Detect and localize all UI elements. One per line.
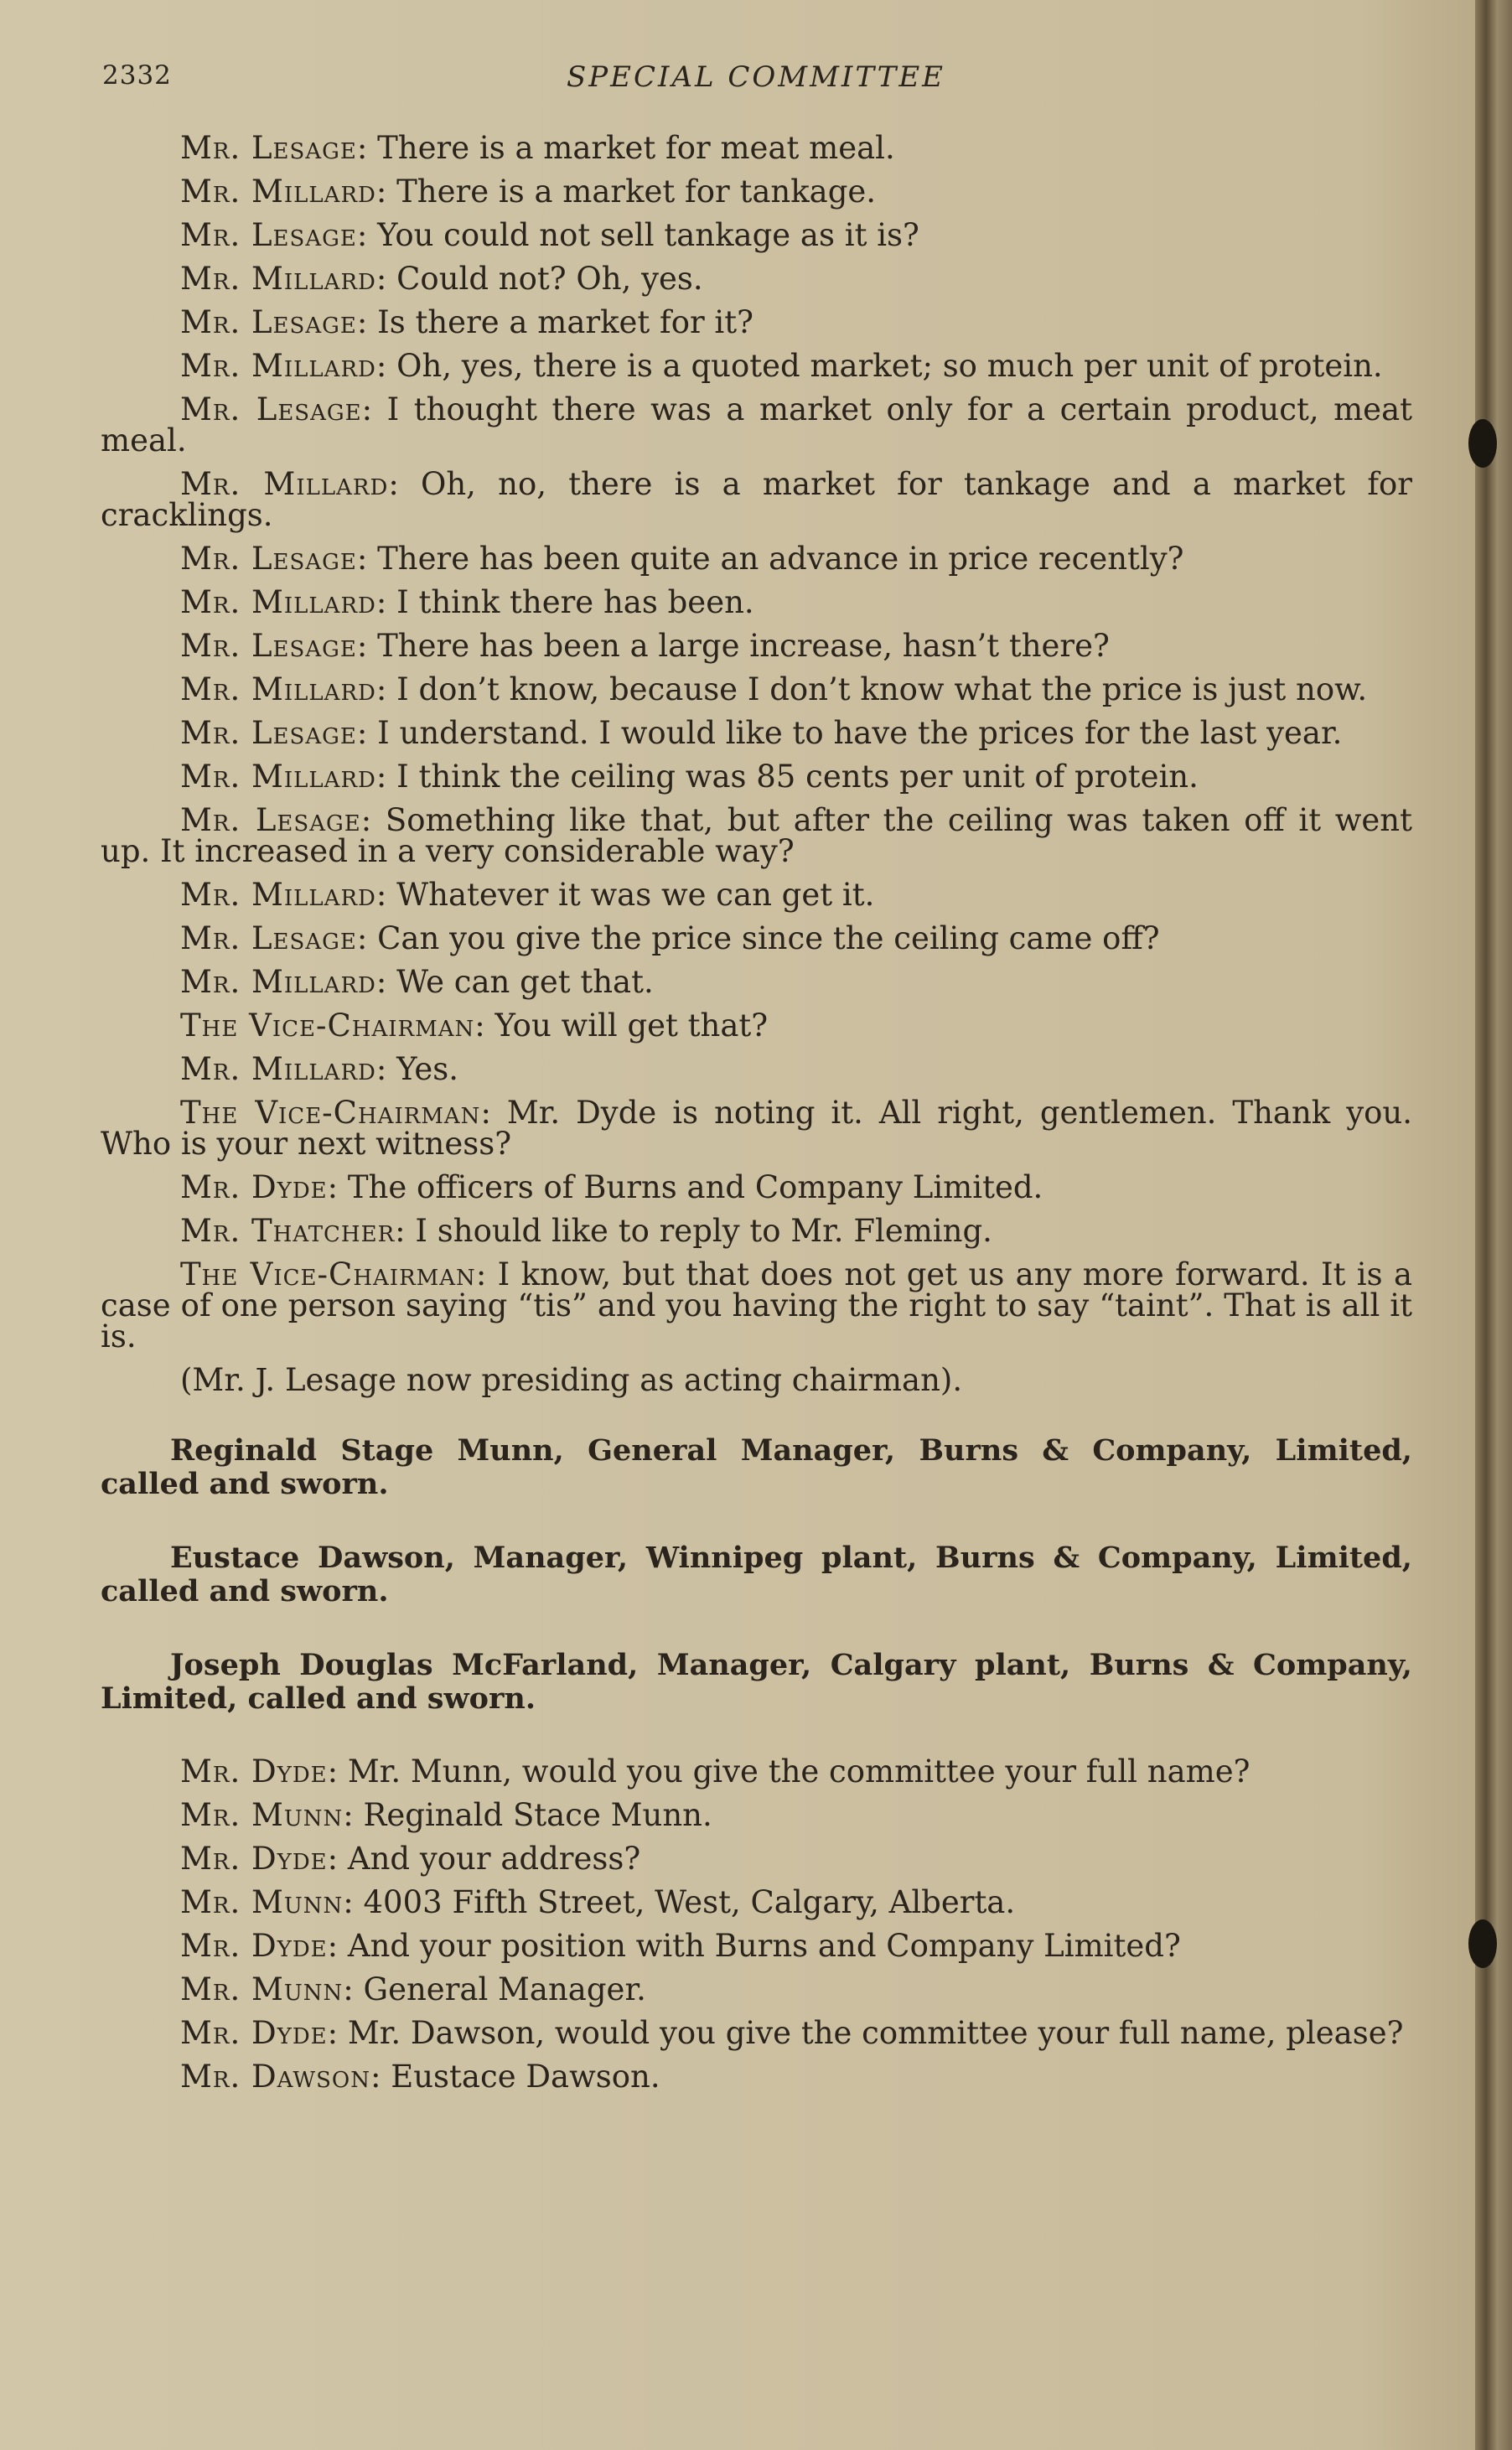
dialogue-line: The Vice-Chairman: I know, but that does not get us any more forward. It is a case of one person saying “tis” and you having the right to say “taint”. That is all it is.: [101, 1256, 1413, 1354]
speech-text: I think the ceiling was 85 cents per unit of protein.: [396, 759, 1199, 795]
speech-text: Something like that, but after the ceiling was taken off it went up. It increased in a very considerable way?: [101, 802, 1412, 869]
speaker-name: Mr. Lesage: [180, 715, 357, 751]
dialogue-line: Mr. Munn: 4003 Fifth Street, West, Calgary, Alberta.: [180, 1884, 1016, 1920]
speaker-name: Mr. Millard: [180, 671, 376, 707]
speaker-name: Mr. Lesage: [180, 628, 357, 664]
speech-text: Yes.: [396, 1051, 458, 1087]
dialogue-line: Mr. Millard: Oh, yes, there is a quoted market; so much per unit of protein.: [180, 348, 1383, 384]
speech-text: Mr. Dyde is noting it. All right, gentlemen. Thank you. Who is your next witness?: [101, 1095, 1412, 1162]
speech-text: Eustace Dawson.: [391, 2059, 660, 2095]
speaker-name: Mr. Munn: [180, 1971, 344, 2007]
transcript-body: [101, 132, 1412, 2105]
dialogue-line: Mr. Lesage: I thought there was a market only for a certain product, meat meal.: [101, 391, 1413, 458]
speech-text: Reginald Stace Munn.: [363, 1797, 712, 1833]
speaker-name: Mr. Millard: [180, 964, 376, 1000]
speech-text: And your address?: [347, 1841, 641, 1877]
speech-text: I think there has been.: [396, 584, 754, 620]
dialogue-line: Mr. Millard: Yes.: [180, 1051, 458, 1087]
speech-text: And your position with Burns and Company Limited?: [347, 1928, 1181, 1964]
speaker-name: Mr. Millard: [180, 348, 376, 384]
running-title: SPECIAL COMMITTEE: [567, 60, 945, 94]
speaker-name: The Vice-Chairman: [180, 1095, 481, 1131]
speech-text: Whatever it was we can get it.: [396, 877, 875, 913]
dialogue-line: Mr. Dawson: Eustace Dawson.: [180, 2059, 660, 2095]
speech-text: Oh, yes, there is a quoted market; so much per unit of protein.: [396, 348, 1383, 384]
dialogue-line: Mr. Lesage: Can you give the price since the ceiling came off?: [180, 920, 1160, 956]
witness-heading: Reginald Stage Munn, General Manager, Burns & Company, Limited, called and sworn.: [101, 1433, 1412, 1501]
dialogue-line: Mr. Millard: I think there has been.: [180, 584, 754, 620]
dialogue-line: Mr. Millard: I think the ceiling was 85 cents per unit of protein.: [180, 759, 1199, 795]
dialogue-line: Mr. Munn: General Manager.: [180, 1971, 646, 2007]
dialogue-line: The Vice-Chairman: Mr. Dyde is noting it. All right, gentlemen. Thank you. Who is your next witness?: [101, 1095, 1412, 1162]
dialogue-line: Mr. Lesage: I understand. I would like to have the prices for the last year.: [180, 715, 1343, 751]
speaker-name: Mr. Dyde: [180, 1928, 328, 1964]
speech-text: 4003 Fifth Street, West, Calgary, Alberta.: [363, 1884, 1016, 1920]
dialogue-line: Mr. Lesage: There has been quite an advance in price recently?: [180, 541, 1184, 577]
speaker-name: Mr. Dyde: [180, 1841, 328, 1877]
dialogue-line: Mr. Munn: Reginald Stace Munn.: [180, 1797, 712, 1833]
page-number: 2332: [102, 60, 172, 91]
speech-text: You will get that?: [495, 1007, 769, 1044]
punch-hole: [1468, 419, 1497, 468]
speech-text: I don’t know, because I don’t know what the price is just now.: [396, 671, 1368, 707]
dialogue-line: Mr. Dyde: And your position with Burns and Company Limited?: [180, 1928, 1181, 1964]
dialogue-line: Mr. Millard: There is a market for tankage.: [180, 174, 877, 210]
dialogue-line: Mr. Millard: I don’t know, because I don’t know what the price is just now.: [180, 671, 1368, 707]
speaker-name: The Vice-Chairman: [180, 1256, 476, 1292]
speech-text: I thought there was a market only for a certain product, meat meal.: [101, 391, 1413, 458]
dialogue-line: Mr. Lesage: Something like that, but after the ceiling was taken off it went up. It increased in a very considerable way?: [101, 802, 1412, 869]
dialogue-line: Mr. Millard: Whatever it was we can get it.: [180, 877, 875, 913]
speaker-name: Mr. Millard: [180, 1051, 376, 1087]
speech-text: I understand. I would like to have the prices for the last year.: [377, 715, 1343, 751]
speaker-name: Mr. Millard: [180, 466, 389, 502]
binding-edge: [1475, 0, 1512, 2450]
speech-text: We can get that.: [396, 964, 654, 1000]
speaker-name: Mr. Lesage: [180, 541, 357, 577]
dialogue-line: Mr. Thatcher: I should like to reply to Mr. Fleming.: [180, 1213, 992, 1249]
speech-text: Mr. Munn, would you give the committee your full name?: [347, 1753, 1251, 1790]
dialogue-line: Mr. Lesage: There has been a large increase, hasn’t there?: [180, 628, 1110, 664]
dialogue-line: Mr. Millard: Oh, no, there is a market for tankage and a market for cracklings.: [101, 466, 1412, 533]
dialogue-line: Mr. Lesage: Is there a market for it?: [180, 304, 753, 340]
speaker-name: Mr. Lesage: [180, 802, 361, 838]
speech-text: Could not? Oh, yes.: [396, 261, 703, 297]
speaker-name: Mr. Thatcher: [180, 1213, 396, 1249]
speaker-name: The Vice-Chairman: [180, 1007, 475, 1044]
speaker-name: Mr. Munn: [180, 1884, 344, 1920]
speaker-name: Mr. Lesage: [180, 391, 362, 427]
dialogue-line: Mr. Dyde: Mr. Dawson, would you give the committee your full name, please?: [180, 2015, 1404, 2051]
presiding-note: (Mr. J. Lesage now presiding as acting chairman).: [180, 1362, 963, 1398]
speech-text: I know, but that does not get us any more forward. It is a case of one person saying “tis” and you having the right to say “taint”. That is all it is.: [101, 1256, 1413, 1354]
dialogue-line: Mr. Lesage: There is a market for meat meal.: [180, 130, 895, 166]
speaker-name: Mr. Lesage: [180, 217, 357, 253]
speech-text: Oh, no, there is a market for tankage and a market for cracklings.: [101, 466, 1412, 533]
speaker-name: Mr. Millard: [180, 759, 376, 795]
speech-text: Can you give the price since the ceiling came off?: [377, 920, 1160, 956]
speaker-name: Mr. Dyde: [180, 2015, 328, 2051]
page-header: [102, 60, 1410, 102]
speech-text: There has been a large increase, hasn’t there?: [377, 628, 1110, 664]
speech-text: I should like to reply to Mr. Fleming.: [415, 1213, 992, 1249]
speaker-name: Mr. Dyde: [180, 1753, 328, 1790]
punch-hole: [1468, 1919, 1497, 1968]
dialogue-line: Mr. Lesage: You could not sell tankage as it is?: [180, 217, 919, 253]
speech-text: The officers of Burns and Company Limited.: [347, 1169, 1043, 1205]
dialogue-line: The Vice-Chairman: You will get that?: [180, 1007, 769, 1044]
speech-text: General Manager.: [363, 1971, 646, 2007]
speaker-name: Mr. Millard: [180, 174, 376, 210]
speech-text: There has been quite an advance in price recently?: [377, 541, 1184, 577]
speech-text: You could not sell tankage as it is?: [377, 217, 919, 253]
speech-text: Mr. Dawson, would you give the committee your full name, please?: [347, 2015, 1404, 2051]
speaker-name: Mr. Millard: [180, 877, 376, 913]
speaker-name: Mr. Millard: [180, 261, 376, 297]
speech-text: There is a market for tankage.: [396, 174, 877, 210]
dialogue-line: Mr. Dyde: And your address?: [180, 1841, 641, 1877]
dialogue-line: Mr. Millard: We can get that.: [180, 964, 654, 1000]
speaker-name: Mr. Lesage: [180, 920, 357, 956]
speaker-name: Mr. Dawson: [180, 2059, 370, 2095]
witness-heading: Eustace Dawson, Manager, Winnipeg plant, Burns & Company, Limited, called and sworn.: [101, 1541, 1412, 1608]
dialogue-line: Mr. Dyde: Mr. Munn, would you give the committee your full name?: [180, 1753, 1251, 1790]
dialogue-line: Mr. Millard: Could not? Oh, yes.: [180, 261, 703, 297]
dialogue-line: Mr. Dyde: The officers of Burns and Company Limited.: [180, 1169, 1043, 1205]
speech-text: Is there a market for it?: [377, 304, 753, 340]
speaker-name: Mr. Lesage: [180, 130, 357, 166]
speaker-name: Mr. Munn: [180, 1797, 344, 1833]
speaker-name: Mr. Millard: [180, 584, 376, 620]
speech-text: There is a market for meat meal.: [377, 130, 895, 166]
witness-heading: Joseph Douglas McFarland, Manager, Calgary plant, Burns & Company, Limited, called and sworn.: [101, 1648, 1412, 1716]
speaker-name: Mr. Lesage: [180, 304, 357, 340]
speaker-name: Mr. Dyde: [180, 1169, 328, 1205]
